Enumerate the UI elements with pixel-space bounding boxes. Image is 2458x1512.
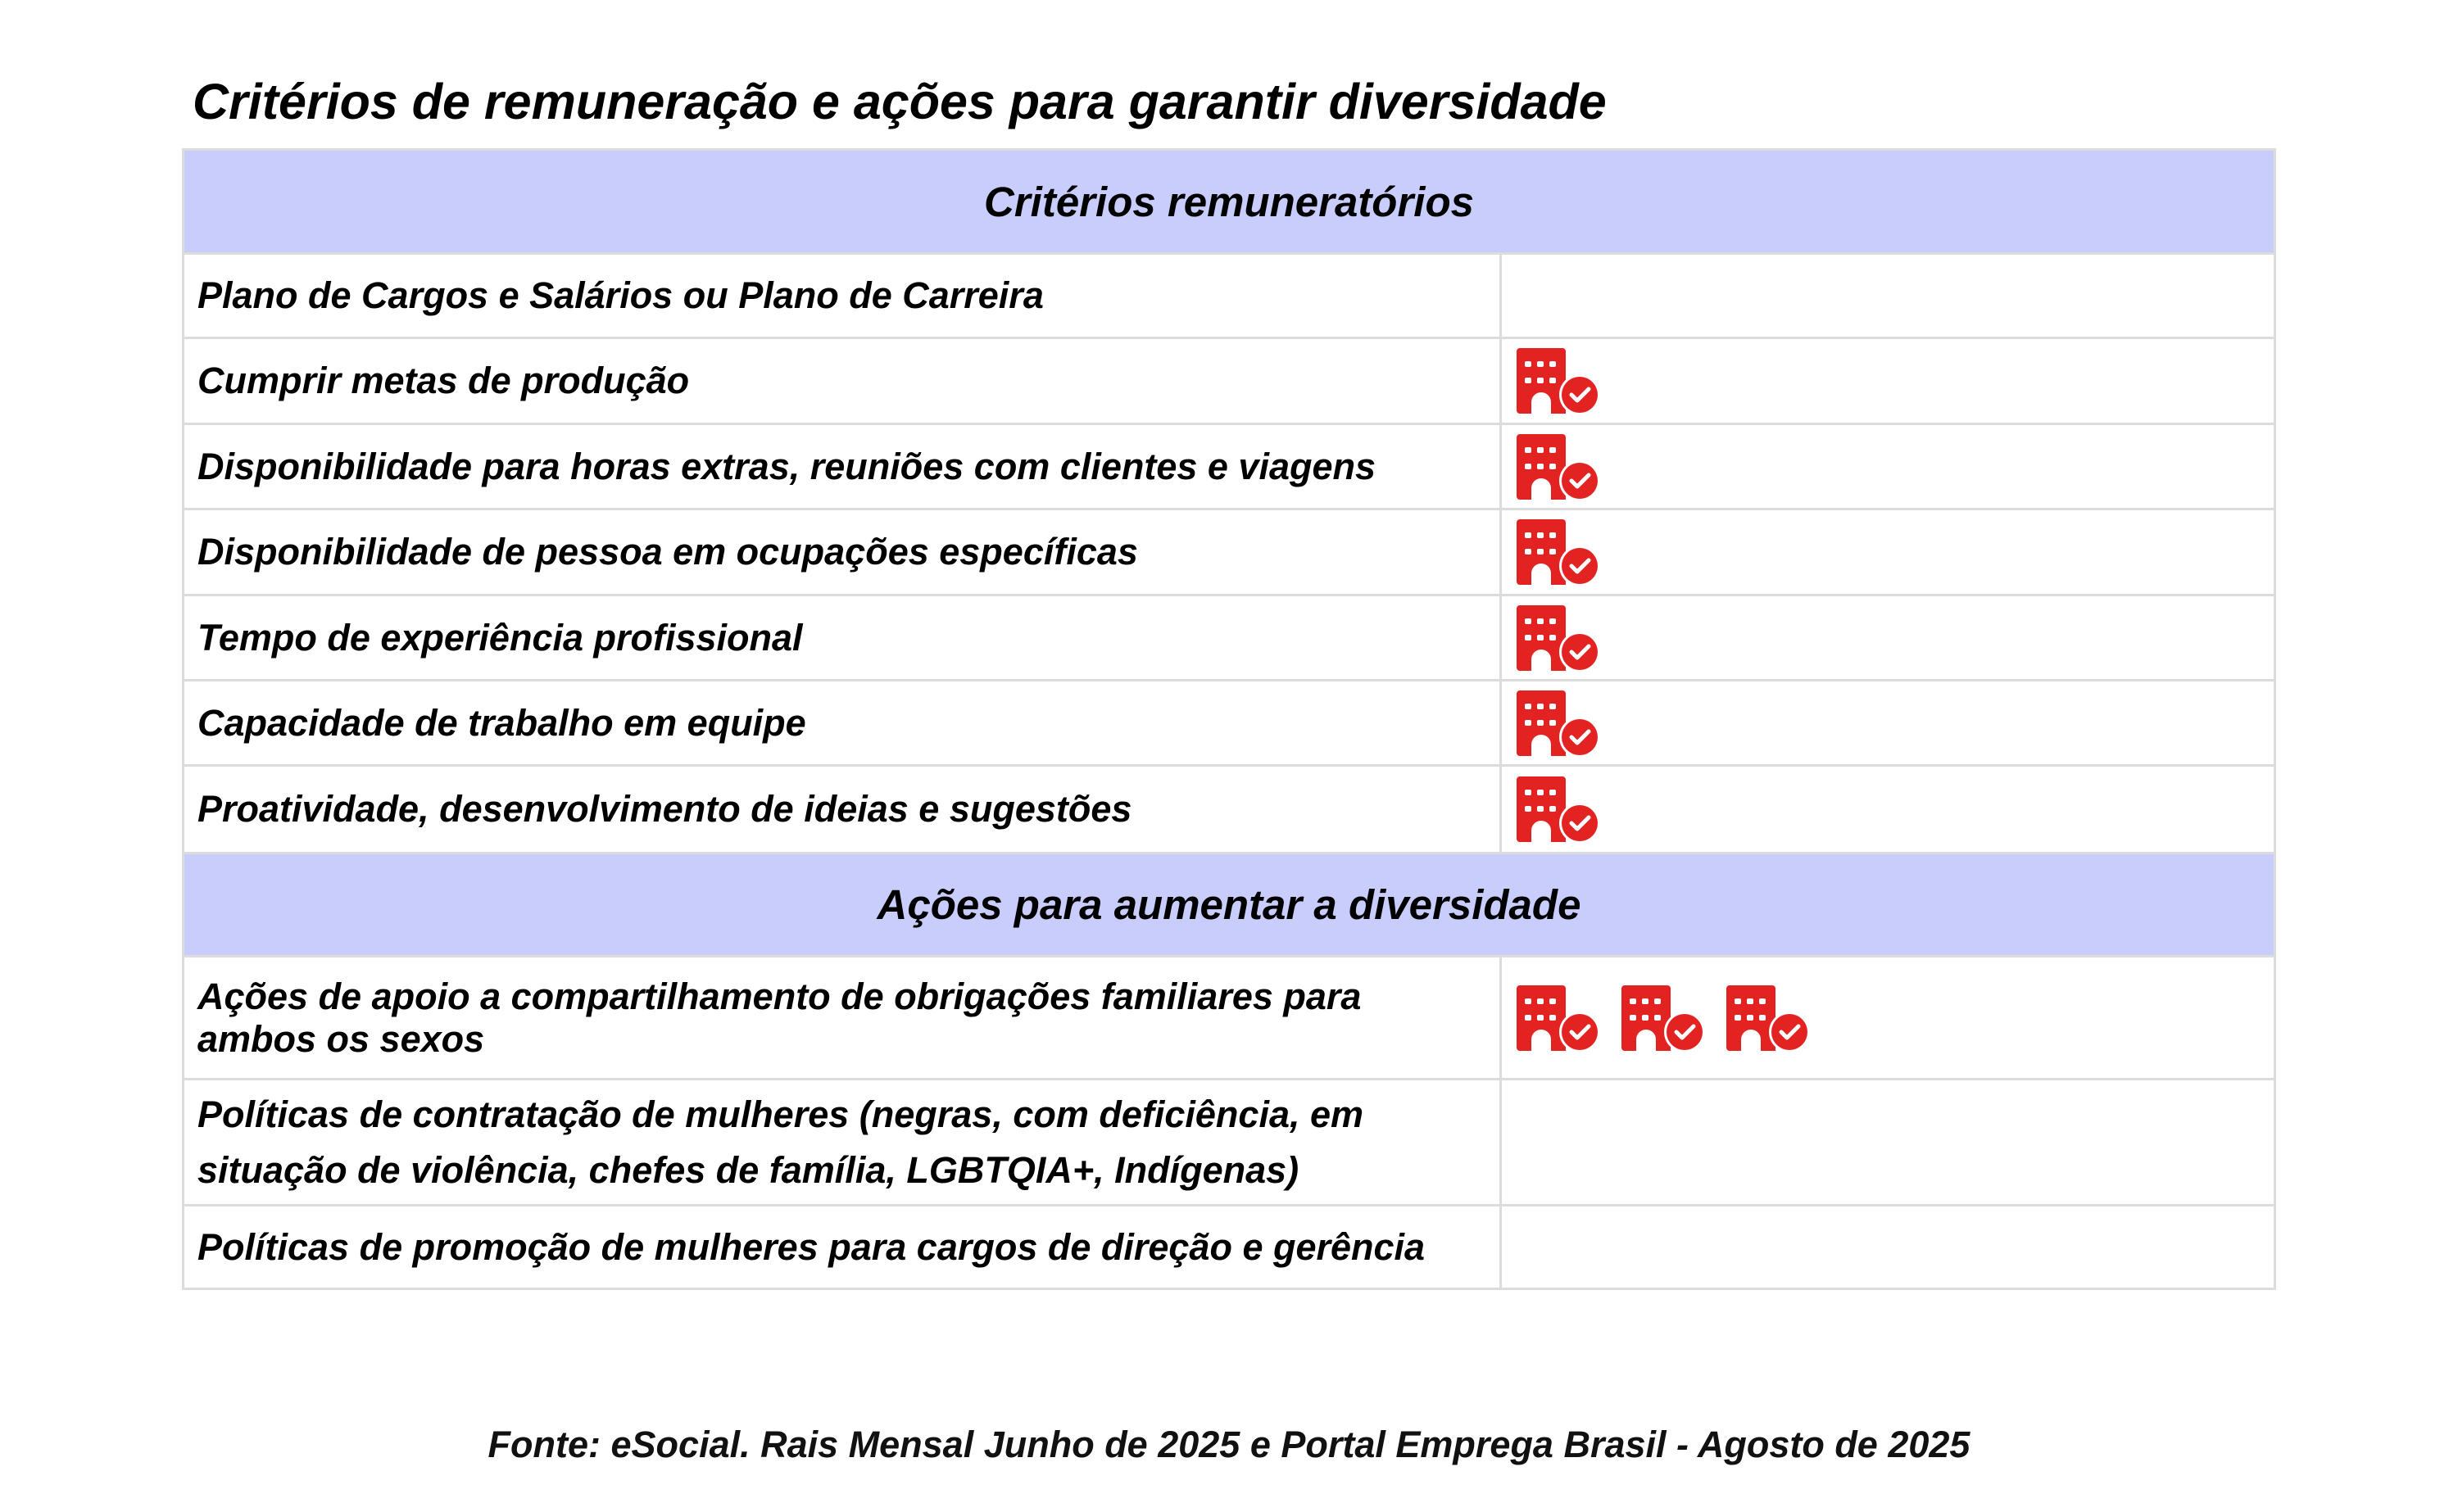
table-row	[184, 767, 2274, 852]
building-check-icon	[1517, 348, 1599, 414]
row-icons	[1502, 425, 2274, 508]
row-label: Cumprir metas de produção	[184, 339, 1502, 423]
row-label: Proatividade, desenvolvimento de ideias e sugestões	[184, 767, 1502, 852]
row-icons	[1502, 767, 2274, 852]
building-check-icon	[1517, 519, 1599, 585]
table-row	[184, 425, 2274, 510]
row-icons	[1502, 1206, 2274, 1288]
source-footnote: Fonte: eSocial. Rais Mensal Junho de 2025 e Portal Emprega Brasil - Agosto de 2025	[488, 1424, 1970, 1465]
table-row	[184, 510, 2274, 596]
table-row	[184, 1080, 2274, 1206]
row-icons	[1502, 510, 2274, 594]
row-icons	[1502, 681, 2274, 764]
building-check-icon	[1517, 605, 1599, 671]
row-label: Capacidade de trabalho em equipe	[184, 681, 1502, 764]
building-check-icon	[1621, 985, 1703, 1051]
building-check-icon	[1517, 690, 1599, 756]
row-icons	[1502, 1080, 2274, 1204]
row-label: Ações de apoio a compartilhamento de obrigações familiares para ambos os sexos	[184, 957, 1502, 1078]
table-row	[184, 681, 2274, 767]
section-header-diversity: Ações para aumentar a diversidade	[184, 852, 2274, 957]
page-title: Critérios de remuneração e ações para garantir diversidade	[193, 74, 1607, 129]
table-row	[184, 596, 2274, 681]
section-header-remuneration: Critérios remuneratórios	[184, 148, 2274, 255]
row-label: Disponibilidade para horas extras, reuniões com clientes e viagens	[184, 425, 1502, 508]
building-check-icon	[1517, 776, 1599, 842]
row-label: Plano de Cargos e Salários ou Plano de Carreira	[184, 255, 1502, 337]
row-icons	[1502, 339, 2274, 423]
row-label: Políticas de promoção de mulheres para cargos de direção e gerência	[184, 1206, 1502, 1288]
table-row	[184, 1206, 2274, 1290]
building-check-icon	[1517, 434, 1599, 500]
building-check-icon	[1726, 985, 1808, 1051]
row-icons	[1502, 596, 2274, 679]
row-label: Tempo de experiência profissional	[184, 596, 1502, 679]
row-icons	[1502, 255, 2274, 337]
table-row	[184, 255, 2274, 339]
building-check-icon	[1517, 985, 1599, 1051]
row-label: Políticas de contratação de mulheres (negras, com deficiência, em situação de violência, chefes de família, LGBTQIA+, Indígenas)	[184, 1080, 1502, 1204]
criteria-table	[182, 148, 2276, 1290]
table-row	[184, 339, 2274, 425]
row-icons	[1502, 957, 2274, 1078]
table-row	[184, 957, 2274, 1080]
row-label: Disponibilidade de pessoa em ocupações específicas	[184, 510, 1502, 594]
